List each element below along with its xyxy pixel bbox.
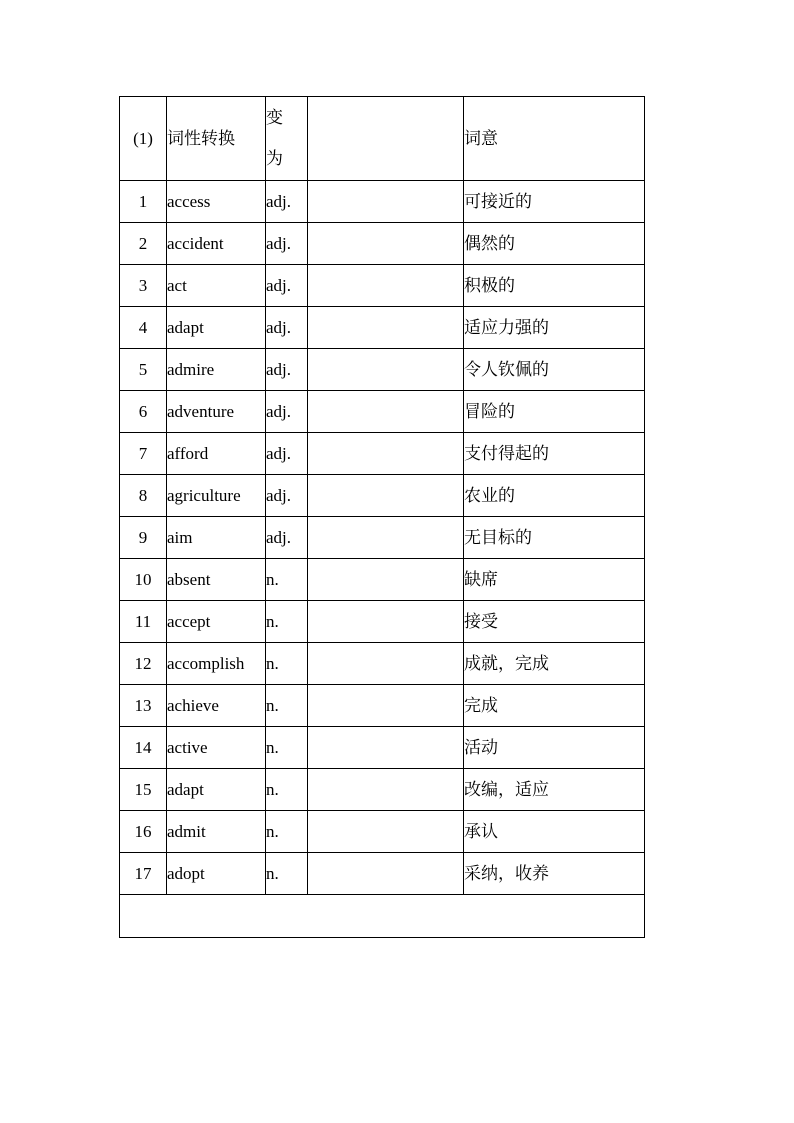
row-part-of-speech: n. [266, 727, 308, 769]
row-word: agriculture [167, 475, 266, 517]
row-meaning: 偶然的 [464, 223, 645, 265]
row-word: aim [167, 517, 266, 559]
row-word: adopt [167, 853, 266, 895]
row-answer-blank [308, 433, 464, 475]
row-part-of-speech: adj. [266, 349, 308, 391]
row-number: 7 [120, 433, 167, 475]
row-word: active [167, 727, 266, 769]
table-row [120, 223, 645, 265]
footer-empty-cell [120, 895, 645, 938]
row-answer-blank [308, 811, 464, 853]
row-meaning: 成就，完成 [464, 643, 645, 685]
row-number: 11 [120, 601, 167, 643]
row-word: adapt [167, 307, 266, 349]
row-meaning: 农业的 [464, 475, 645, 517]
row-meaning: 令人钦佩的 [464, 349, 645, 391]
row-number: 5 [120, 349, 167, 391]
row-word: act [167, 265, 266, 307]
row-part-of-speech: adj. [266, 517, 308, 559]
row-meaning: 可接近的 [464, 181, 645, 223]
row-answer-blank [308, 391, 464, 433]
table-row [120, 349, 645, 391]
row-answer-blank [308, 601, 464, 643]
row-part-of-speech: n. [266, 643, 308, 685]
row-word: achieve [167, 685, 266, 727]
row-part-of-speech: n. [266, 601, 308, 643]
row-meaning: 缺席 [464, 559, 645, 601]
row-part-of-speech: adj. [266, 181, 308, 223]
row-meaning: 接受 [464, 601, 645, 643]
row-answer-blank [308, 853, 464, 895]
row-meaning: 冒险的 [464, 391, 645, 433]
row-part-of-speech: adj. [266, 307, 308, 349]
row-number: 3 [120, 265, 167, 307]
table-footer-row [120, 895, 645, 938]
row-part-of-speech: n. [266, 685, 308, 727]
row-meaning: 承认 [464, 811, 645, 853]
row-answer-blank [308, 223, 464, 265]
row-number: 14 [120, 727, 167, 769]
row-meaning: 积极的 [464, 265, 645, 307]
row-word: adapt [167, 769, 266, 811]
row-answer-blank [308, 685, 464, 727]
row-part-of-speech: adj. [266, 391, 308, 433]
row-answer-blank [308, 181, 464, 223]
vocabulary-table [119, 96, 645, 938]
row-part-of-speech: adj. [266, 265, 308, 307]
table-row [120, 769, 645, 811]
header-pos [266, 97, 308, 181]
row-number: 8 [120, 475, 167, 517]
row-part-of-speech: n. [266, 769, 308, 811]
row-number: 16 [120, 811, 167, 853]
row-word: adventure [167, 391, 266, 433]
row-answer-blank [308, 769, 464, 811]
header-pos-line2: 为 [266, 148, 283, 169]
row-meaning: 适应力强的 [464, 307, 645, 349]
row-meaning: 无目标的 [464, 517, 645, 559]
table-row [120, 475, 645, 517]
table-row [120, 853, 645, 895]
table-row [120, 643, 645, 685]
row-answer-blank [308, 475, 464, 517]
row-word: afford [167, 433, 266, 475]
row-word: access [167, 181, 266, 223]
row-part-of-speech: adj. [266, 475, 308, 517]
table-row [120, 181, 645, 223]
row-answer-blank [308, 265, 464, 307]
row-answer-blank [308, 517, 464, 559]
header-label: (1) [120, 97, 167, 181]
table-row [120, 727, 645, 769]
table-row [120, 601, 645, 643]
row-answer-blank [308, 643, 464, 685]
row-word: absent [167, 559, 266, 601]
row-part-of-speech: n. [266, 559, 308, 601]
table-row [120, 433, 645, 475]
row-meaning: 采纳，收养 [464, 853, 645, 895]
header-meaning: 词意 [464, 97, 645, 181]
header-pos-line1: 变 [266, 107, 283, 128]
row-number: 17 [120, 853, 167, 895]
table-row [120, 517, 645, 559]
row-meaning: 完成 [464, 685, 645, 727]
table-header-row [120, 97, 645, 181]
table-row [120, 811, 645, 853]
row-number: 12 [120, 643, 167, 685]
row-part-of-speech: n. [266, 853, 308, 895]
row-part-of-speech: adj. [266, 433, 308, 475]
table-row [120, 559, 645, 601]
row-number: 13 [120, 685, 167, 727]
row-number: 9 [120, 517, 167, 559]
row-word: admire [167, 349, 266, 391]
row-number: 6 [120, 391, 167, 433]
table-row [120, 307, 645, 349]
row-word: accept [167, 601, 266, 643]
row-meaning: 支付得起的 [464, 433, 645, 475]
row-number: 1 [120, 181, 167, 223]
header-title: 词性转换 [167, 97, 266, 181]
row-answer-blank [308, 559, 464, 601]
row-meaning: 活动 [464, 727, 645, 769]
header-blank-cell [308, 97, 464, 181]
row-answer-blank [308, 727, 464, 769]
row-answer-blank [308, 307, 464, 349]
row-word: accident [167, 223, 266, 265]
table-row [120, 265, 645, 307]
row-number: 10 [120, 559, 167, 601]
row-part-of-speech: n. [266, 811, 308, 853]
row-meaning: 改编，适应 [464, 769, 645, 811]
table-row [120, 685, 645, 727]
row-number: 4 [120, 307, 167, 349]
row-number: 15 [120, 769, 167, 811]
row-part-of-speech: adj. [266, 223, 308, 265]
table-row [120, 391, 645, 433]
row-word: admit [167, 811, 266, 853]
row-word: accomplish [167, 643, 266, 685]
row-answer-blank [308, 349, 464, 391]
row-number: 2 [120, 223, 167, 265]
